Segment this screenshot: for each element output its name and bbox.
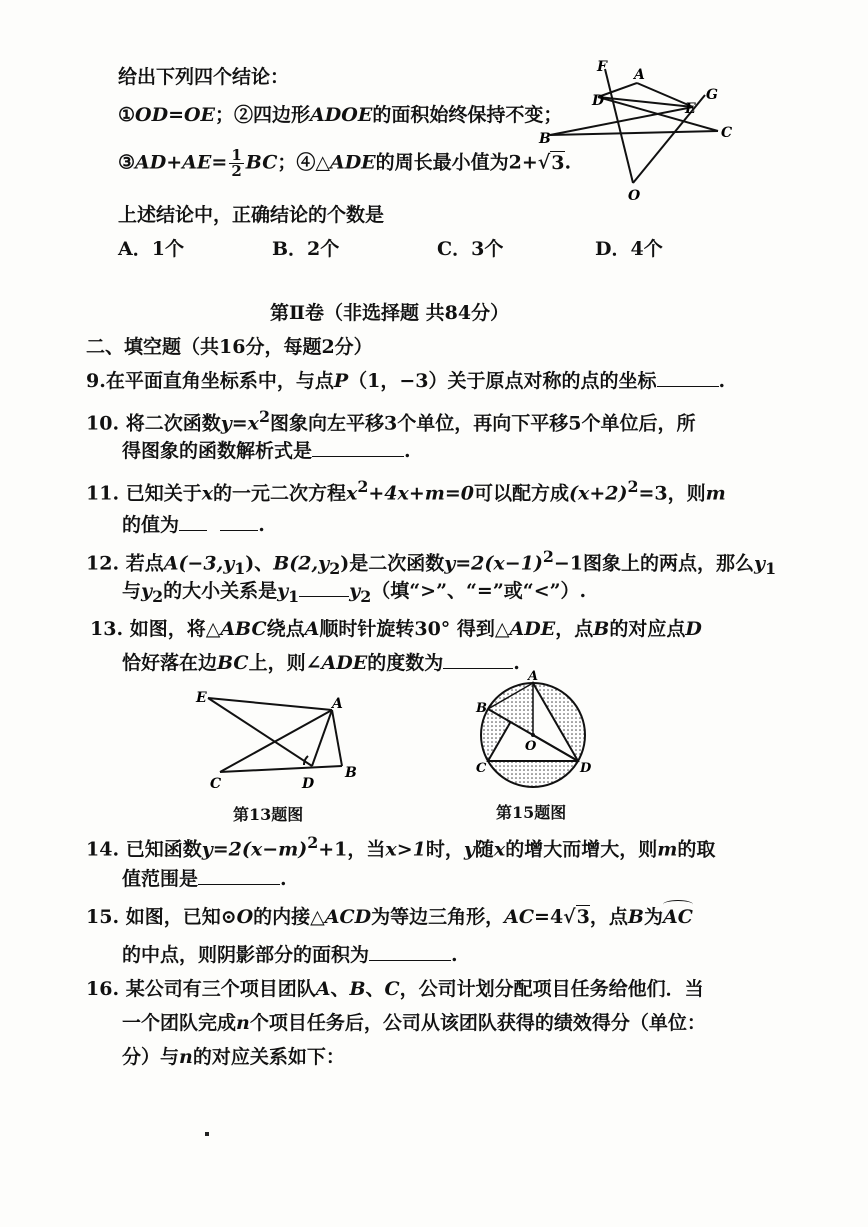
q13-answer-blank[interactable] [443, 650, 513, 669]
q16-line1: 16. 某公司有三个项目团队A、B、C，公司计划分配项目任务给他们．当 [86, 978, 704, 1000]
q10-line2: 得图象的函数解析式是 . [122, 440, 411, 462]
q8-intro: 给出下列四个结论： [118, 66, 290, 88]
q13-figure [192, 686, 372, 796]
q8-label-a: A [634, 67, 645, 83]
q13-line2: 恰好落在边BC上，则∠ADE的度数为 . [122, 652, 520, 674]
q8-option-d: D．4个 [595, 238, 663, 260]
q11-answer-blank[interactable] [220, 512, 258, 531]
q15-label-d: D [580, 761, 592, 776]
q8-label-d: D [592, 93, 605, 109]
q11-line2: 的值为 . [122, 514, 265, 536]
fraction-half: $\frac{1}{2}$ [231, 146, 242, 180]
q15-line1: 15. 如图，已知⊙O的内接△ACD为等边三角形，AC=4√3，点B为AC [86, 906, 693, 928]
q11-line1: 11. 已知关于x的一元二次方程$x^2+4x+m=0$可以配方成$(x+2)^2=3$，则m [86, 477, 726, 505]
q8-option-a: A．1个 [118, 238, 184, 260]
q8-option-c: C．3个 [437, 238, 504, 260]
q15-label-a: A [528, 669, 539, 684]
q13-label-b: B [345, 765, 357, 781]
q12-line2: 与$y_2$的大小关系是$y_1$ $y_2$（填“>”、“=”或“<”）. [122, 580, 587, 606]
q9-answer-blank[interactable] [657, 368, 719, 387]
q15-line2: 的中点，则阴影部分的面积为 . [122, 944, 458, 966]
q13-label-e: E [196, 690, 207, 706]
q15-label-c: C [476, 761, 487, 776]
q8-figure [535, 55, 740, 205]
q12-answer-blank[interactable] [299, 578, 349, 597]
q8-option-b: B．2个 [272, 238, 340, 260]
part-title: 二、填空题（共16分，每题2分） [86, 336, 373, 358]
section-title: 第Ⅱ卷（非选择题 共84分） [270, 302, 510, 324]
q8-label-b: B [539, 131, 551, 147]
q14-answer-blank[interactable] [198, 866, 280, 885]
q14-line2: 值范围是 . [122, 868, 287, 890]
q8-conclusions-2: ③AD+AE= $\frac{1}{2}$ BC；④△ADE的周长最小值为2+√3. [118, 146, 572, 180]
q13-label-a: A [332, 696, 343, 712]
q15-answer-blank[interactable] [369, 942, 451, 961]
q8-question: 上述结论中，正确结论的个数是 [118, 204, 385, 226]
q13-figure-caption: 第13题图 [233, 805, 304, 824]
q15-label-b: B [476, 701, 487, 716]
q12-line1: 12. 若点$A(-3,y_1)$、$B(2,y_2)$是二次函数$y=2(x-1)^2-1$图象上的两点，那么$y_1$ [86, 547, 777, 579]
q8-label-e: E [685, 101, 696, 117]
q16-line3: 分）与n的对应关系如下： [122, 1046, 345, 1068]
q16-line2: 一个团队完成n个项目任务后，公司从该团队获得的绩效得分（单位： [122, 1012, 706, 1034]
q10-line1: 10. 将二次函数$y=x^2$图象向左平移3个单位，再向下平移5个单位后，所 [86, 407, 696, 435]
q8-label-g: G [706, 87, 718, 103]
q13-label-d: D [302, 776, 315, 792]
q15-label-o: O [525, 739, 537, 754]
q13-line1: 13. 如图，将△ABC绕点A顺时针旋转30° 得到△ADE，点B的对应点D [90, 618, 702, 640]
q10-answer-blank[interactable] [312, 438, 404, 457]
q15-figure [470, 668, 600, 798]
q8-conclusions-1: ①OD=OE；②四边形ADOE的面积始终保持不变； [118, 104, 563, 126]
q13-label-c: C [210, 776, 222, 792]
q15-figure-caption: 第15题图 [496, 803, 567, 822]
q8-label-c: C [721, 125, 733, 141]
stray-mark [205, 1132, 209, 1136]
q9: 9.在平面直角坐标系中，与点P（1，−3）关于原点对称的点的坐标 . [86, 370, 726, 392]
q8-label-o: O [628, 188, 641, 204]
q8-label-f: F [597, 59, 607, 75]
q14-line1: 14. 已知函数$y=2(x-m)^2+1$，当x>1时，y随x的增大而增大，则m的取 [86, 833, 716, 861]
